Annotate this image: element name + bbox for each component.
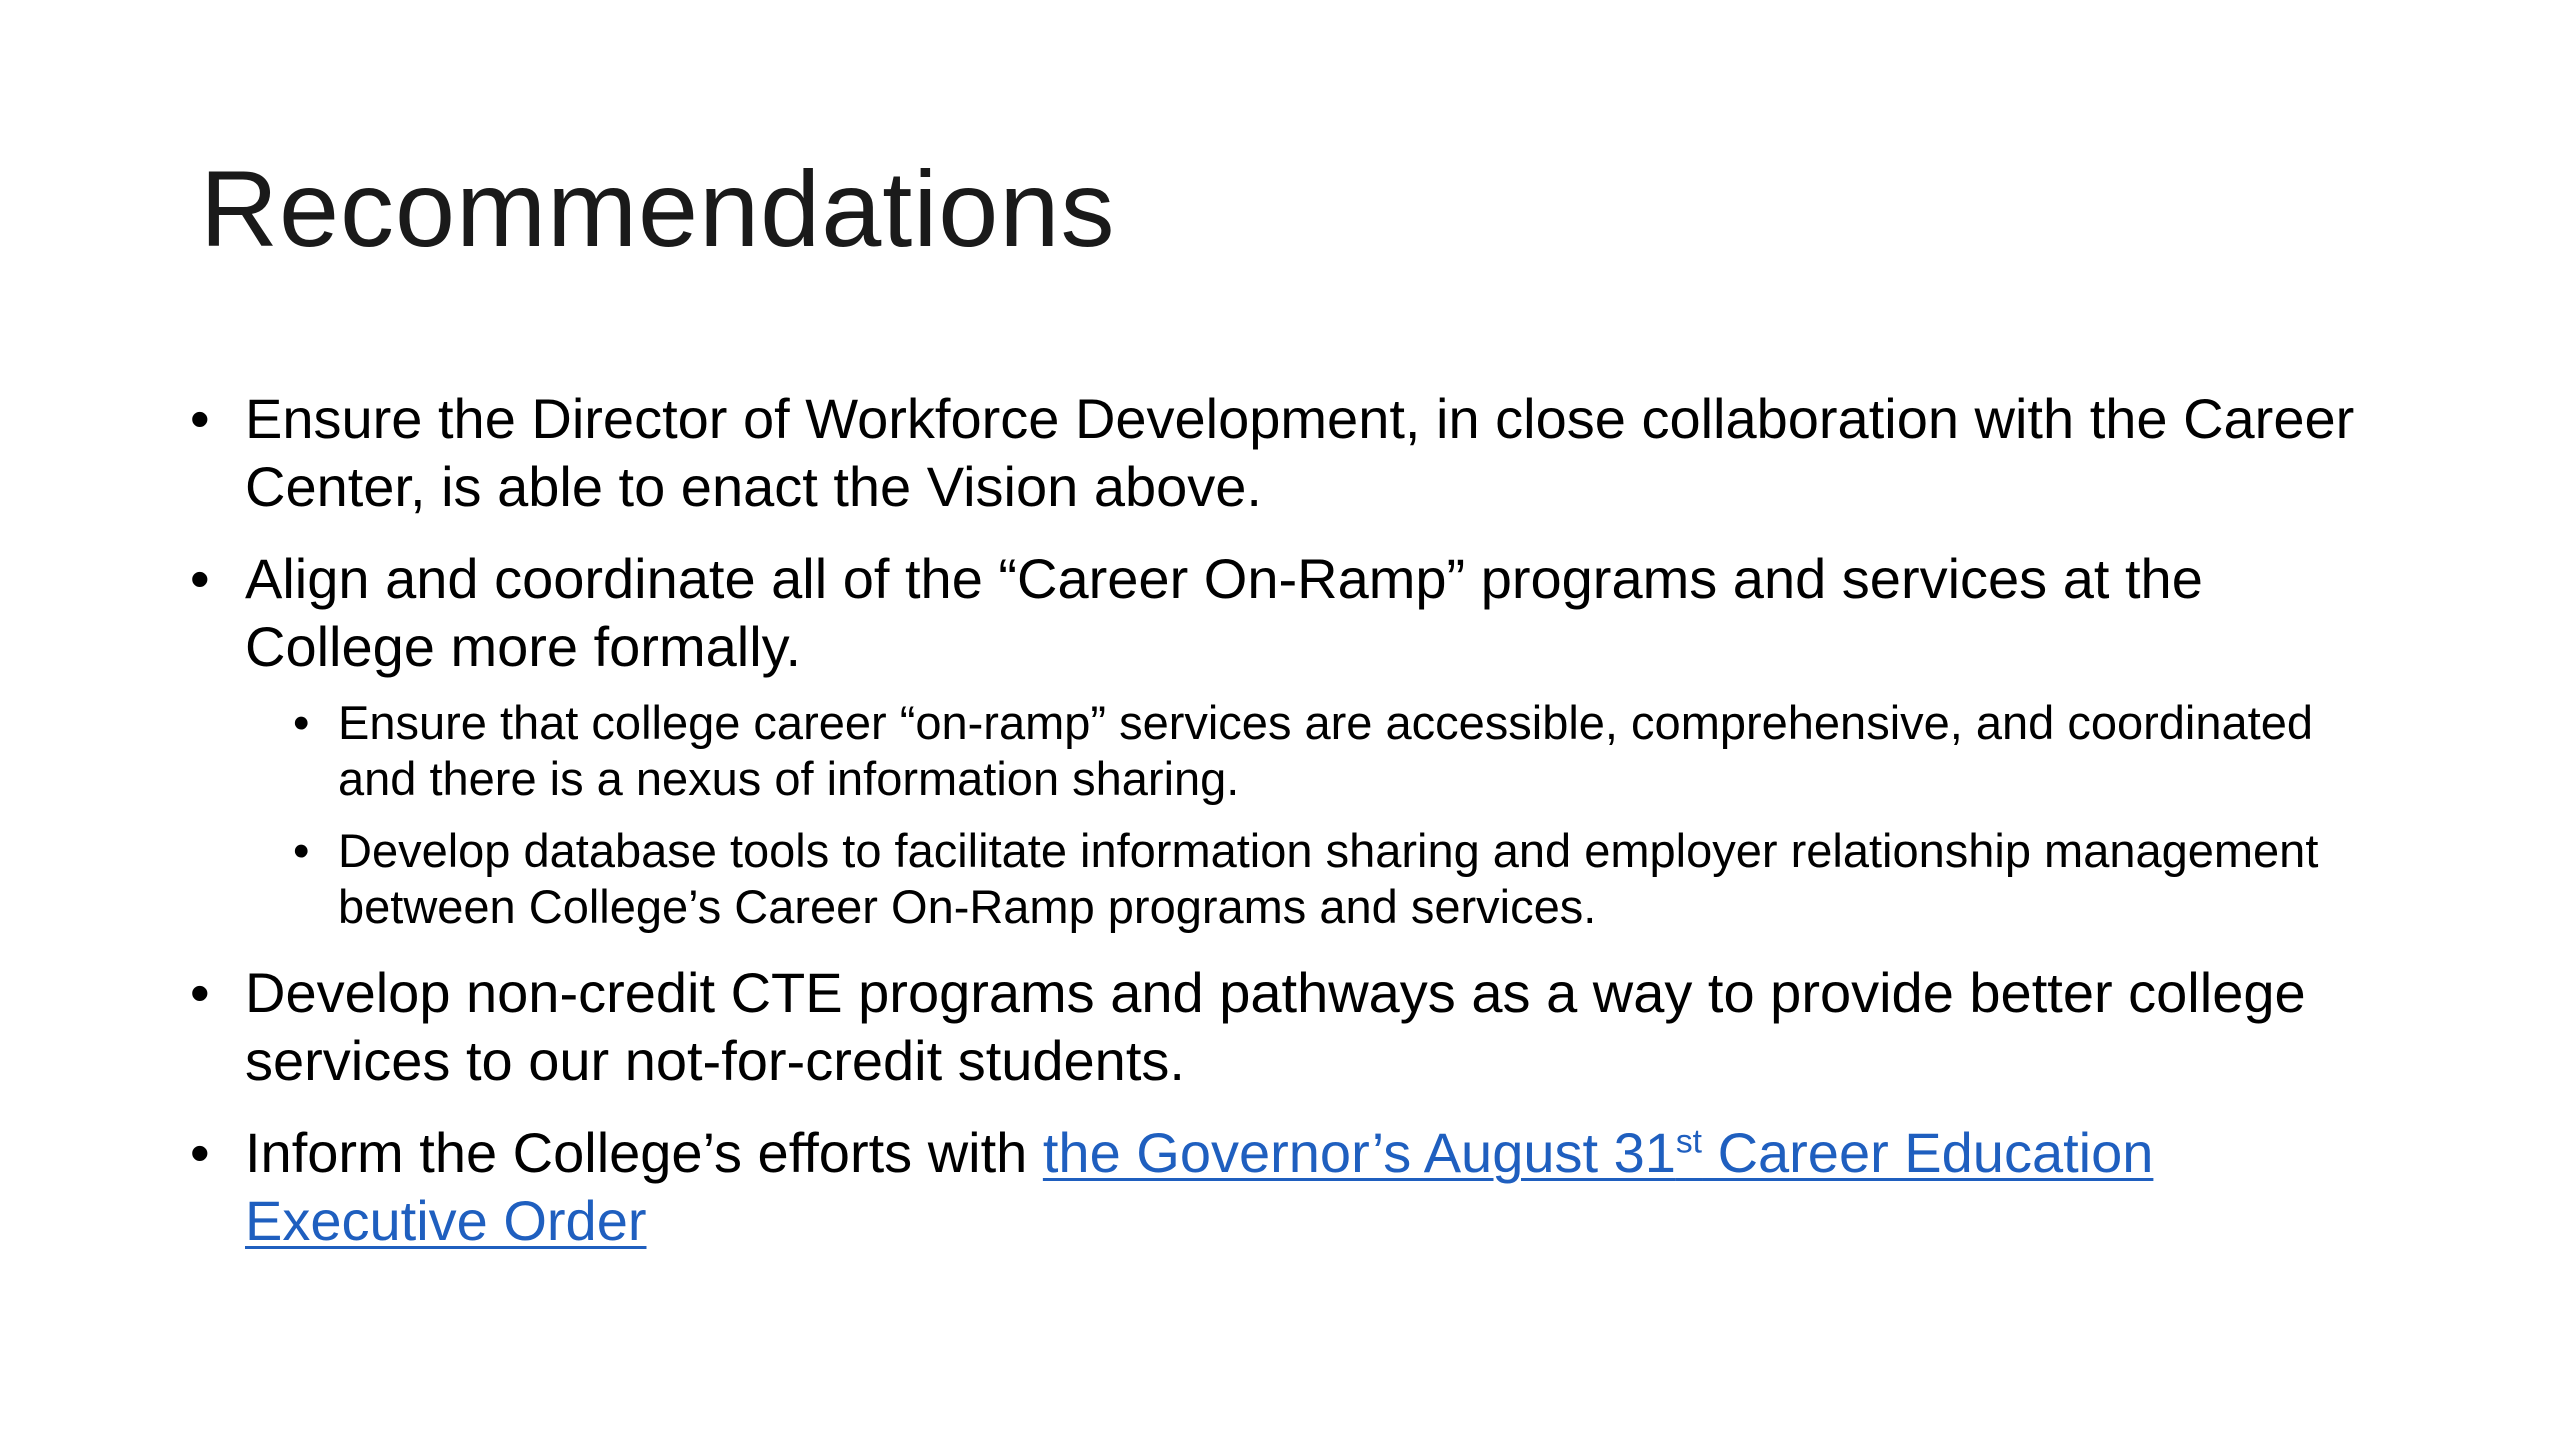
- link-text-part2: Career Education Executive Order: [245, 1121, 2154, 1252]
- sub-list-item: [293, 823, 2400, 935]
- sub-list-item: [293, 695, 2400, 807]
- bullet-icon: •: [190, 547, 210, 610]
- list-item-text: Align and coordinate all of the “Career On-Ramp” programs and services at the College more formally.: [245, 547, 2203, 678]
- list-item-text: Develop non-credit CTE programs and pathways as a way to provide better college services to our not-for-credit students.: [245, 961, 2306, 1092]
- bullet-icon: •: [293, 696, 310, 749]
- list-item: [190, 1119, 2400, 1255]
- list-item: [190, 385, 2400, 521]
- bullet-icon: •: [190, 961, 210, 1024]
- list-item-text: Ensure the Director of Workforce Development, in close collaboration with the Career Center, is able to enact the Vision above.: [245, 387, 2355, 518]
- link-text-part1: the Governor’s August 31: [1042, 1121, 1676, 1184]
- bullet-icon: •: [293, 824, 310, 877]
- sub-bullet-list: [245, 695, 2400, 935]
- sub-list-item-text: Ensure that college career “on-ramp” services are accessible, comprehensive, and coordinated and there is a nexus of information sharing.: [338, 696, 2313, 805]
- list-item: [190, 545, 2400, 935]
- link-superscript: st: [1675, 1123, 1703, 1161]
- bullet-icon: •: [190, 1121, 210, 1184]
- bullet-icon: •: [190, 387, 210, 450]
- sub-list-item-text: Develop database tools to facilitate information sharing and employer relationship management between College’s Career On-Ramp programs and services.: [338, 824, 2319, 933]
- slide-body: [190, 385, 2400, 1279]
- list-item: [190, 959, 2400, 1095]
- bullet-list: [190, 385, 2400, 1255]
- slide-title: Recommendations: [200, 148, 1116, 269]
- list-item-text: Inform the College’s efforts with: [245, 1121, 1043, 1184]
